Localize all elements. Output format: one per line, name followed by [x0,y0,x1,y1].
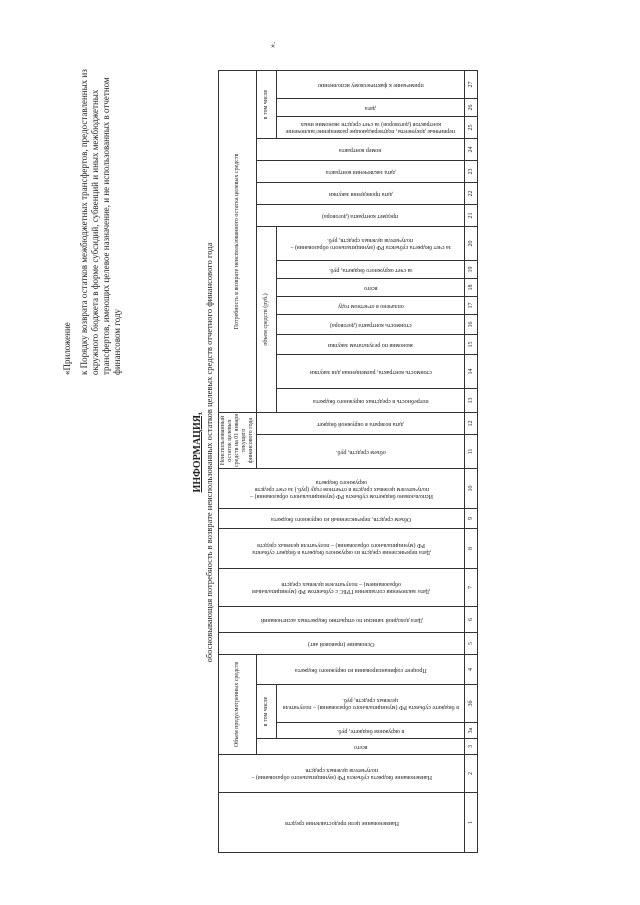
col-12-header: дата возврата в окружной бюджет [257,413,465,435]
col-20-header: за счет бюджета субъекта РФ (муниципального образования) – получателя целевых средств, руб. [277,227,465,261]
col-24-header: номер контракта [257,139,465,161]
info-table [218,70,478,853]
colnum: 13 [465,389,478,413]
col-22-header: дата проведения закупки [257,183,465,205]
colnum: 3 [465,739,478,755]
volume-group-header: Объем предусмотренных средств [219,655,257,755]
col-21-header: предмет контракта (договора) [257,205,465,227]
col-16-header: стоимость контракта (договора) [277,315,465,335]
colnum: 8 [465,529,478,569]
col-13-header: потребность в средствах окружного бюджета [277,389,465,413]
colnum: 24 [465,139,478,161]
closing-mark: ». [268,42,277,48]
colnum: 22 [465,183,478,205]
col-25-header: первичные документы, подтверждающие размещение/заключение контрактов (договоров) за счет средств экономии иных [277,117,465,139]
colnum: 14 [465,355,478,389]
col-19-header: за счет окружного бюджета, руб. [277,261,465,279]
col-3a-header: в окружном бюджете, руб. [277,723,465,739]
col-14-header: стоимость контракта, размещенная для закупки [277,355,465,389]
col-8-header: Дата перечисления средств из окружного бюджета в бюджет субъекта РФ (муниципального образования) – получателя целевых средств [219,529,465,569]
colnum: 2 [465,755,478,793]
col-7-header: Дата заключения соглашения ГРБС с субъектом РФ (муниципальным образованием) – получателем целевых средств [219,569,465,607]
col-6-header: Дата доходной записки по открытию бюджетных ассигнований [219,607,465,633]
col-11-header: объем средств, руб. [257,435,465,469]
colnum: 10 [465,469,478,509]
col-3b-header: в бюджете субъекта РФ (муниципального образования) – получателя целевых средств, руб. [277,685,465,723]
colnum: 23 [465,161,478,183]
colnum: 20 [465,227,478,261]
colnum: 11 [465,435,478,469]
colnum: 3б [465,685,478,723]
col-27-header: примечание к фактическому исполнению [277,71,465,99]
appendix-block [62,45,129,375]
appendix-text: к Порядку возврата остатков межбюджетных трансфертов, предоставленных из окружного бюджета в форме субсидий, субвенций и иных межбюджетных трансфертов, имеющих целевое назначение, и не использованных в отчетном финансовом году [79,69,122,375]
colnum: 19 [465,261,478,279]
colnum: 5 [465,633,478,655]
colnum: 26 [465,99,478,117]
col-23-header: дата заключения контракта [257,161,465,183]
colnum: 17 [465,297,478,315]
appendix-label: «Приложение [62,322,72,375]
document-title: ИНФОРМАЦИЯ, [192,412,203,493]
amount-group-header: объем средств (руб.) [257,227,277,413]
col-10-header: Использовано бюджетом субъекта РФ (муниципального образования) – получателем целевых средств в отчетном году (руб.) за счет средств окружного бюджета [219,469,465,509]
col-15-header: экономия по результатам закупки [277,335,465,355]
incl-header: в том числе [257,685,277,739]
column-numbers-row [465,71,478,853]
colnum: 21 [465,205,478,227]
unused-group-header: Неиспользованный остаток целевых средств на 01 января текущего финансового года [219,413,257,469]
col-26-header: дата [277,99,465,117]
document-subtitle: обосновывающая потребность в возврате неиспользованных остатков целевых средств отчетного финансового года [204,242,214,663]
col-9-header: Объем средств, перечисленный из окружного бюджета [219,509,465,529]
col-5-header: Основание (правовой акт) [219,633,465,655]
incl2-header: в том числе [257,71,277,139]
colnum: 6 [465,607,478,633]
colnum: 7 [465,569,478,607]
need-group-header: Потребность в возврате неиспользованного остатка целевых средств [219,71,257,413]
col-1-header: Наименование цели предоставления средств [219,793,465,853]
col-17-header: оплачено в отчетном году [277,297,465,315]
colnum: 9 [465,509,478,529]
col-4-header: Процент софинансирования из окружного бюджета [257,655,465,685]
colnum: 27 [465,71,478,99]
colnum: 16 [465,315,478,335]
col-18-header: всего [277,279,465,297]
colnum: 18 [465,279,478,297]
colnum: 1 [465,793,478,853]
col-2-header: Наименование бюджета субъекта РФ (муниципального образования) – получателя целевых средств [219,755,465,793]
col-3-header: всего [257,739,465,755]
colnum: 15 [465,335,478,355]
colnum: 12 [465,413,478,435]
colnum: 3а [465,723,478,739]
colnum: 4 [465,655,478,685]
colnum: 25 [465,117,478,139]
